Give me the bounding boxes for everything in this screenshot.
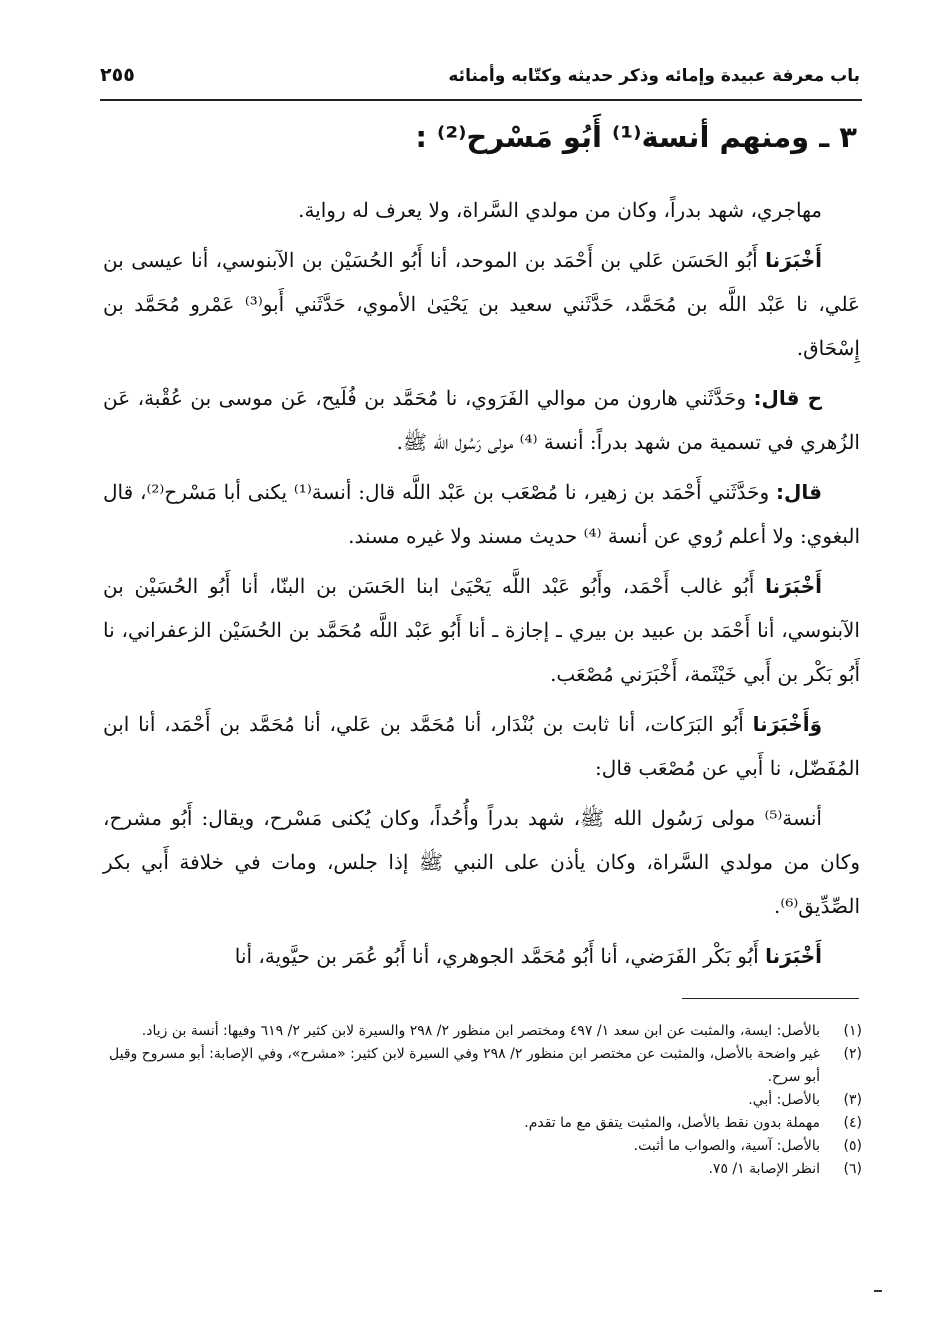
running-header [100,62,860,96]
paragraph [103,934,860,978]
paragraph-text: وحَدَّثَني هارون من موالي الفَرَوي، نا مُحَمَّد بن فُلَيح، عَن موسى بن عُقْبة، عَن الزُهري في تسمية من شهد بدراً: أنسة ⁽⁴⁾ مولى رَسُول الله ﷺ. [103,386,860,454]
paragraph-text: أَبُو البَرَكات، أنا ثابت بن بُنْدَار، أنا مُحَمَّد بن عَلي، أنا مُحَمَّد بن أَحْمَد، أنا ابن المُفَضّل، نا أَبي عن مُصْعَب قال: [103,712,860,780]
footnote-text: بالأصل: أبي. [748,1092,820,1108]
paragraph-text: أنسة⁽⁵⁾ مولى رَسُول الله ﷺ، شهد بدراً وأُحُداً، وكان يُكنى مَسْرح، ويقال: أَبُو مشرح، وكان من مولدي السَّراة، وكان يأذن على النبي ﷺ إذا جلس، ومات في خلافة أَبي بكر الصِّدِّيق⁽⁶⁾. [103,806,860,918]
footnote-number: (٣) [843,1092,862,1108]
paragraph [103,702,860,790]
main-text [103,188,860,984]
footnote [100,1043,862,1089]
paragraph-lead: قال: [776,480,822,504]
paragraph-lead: أَخْبَرَنا [765,944,822,968]
paragraph-lead: ح قال: [753,386,822,410]
paragraph [103,564,860,696]
paragraph-text: وحَدَّثَني أَحْمَد بن زهير، نا مُصْعَب بن عَبْد اللَّه قال: أنسة⁽¹⁾ يكنى أبا مَسْرح⁽²⁾، قال البغوي: ولا أعلم رُوي عن أنسة ⁽⁴⁾ حديث مسند ولا غيره مسند. [103,480,860,548]
footnote-number: (٢) [843,1046,862,1062]
header-divider [100,99,862,101]
entry-heading: ٣ ـ ومنهم أنسة⁽¹⁾ أَبُو مَسْرح⁽²⁾ : [415,120,857,154]
footnotes [100,1020,862,1181]
paragraph [103,470,860,558]
footnote [100,1158,862,1181]
footnote [100,1089,862,1112]
paragraph [103,376,860,464]
footnote [100,1020,862,1043]
paragraph [103,238,860,370]
paragraph-lead: أَخْبَرَنا [765,574,822,598]
footnote [100,1135,862,1158]
footnote [100,1112,862,1135]
footnote-text: مهملة بدون نقط بالأصل، والمثبت يتفق مع ما تقدم. [524,1115,820,1131]
footnote-number: (٤) [843,1115,862,1131]
page-mark [874,1290,882,1292]
page-number: ٢٥٥ [100,64,135,86]
paragraph-text: أَبُو الحَسَن عَلي بن أَحْمَد بن الموحد، أنا أَبُو الحُسَيْن بن الآبنوسي، أنا عيسى بن عَلي، نا عَبْد اللَّه بن مُحَمَّد، حَدَّثَني سعيد بن يَحْيَىٰ الأموي، حَدَّثَني أَبو⁽³⁾ عَمْرو مُحَمَّد بن إِسْحَاق. [103,248,860,360]
paragraph [103,188,860,232]
paragraph-text: أَبُو بَكْر الفَرَضي، أنا أَبُو مُحَمَّد الجوهري، أنا أَبُو عُمَر بن حيَّوية، أنا [234,944,766,968]
footnote-text: انظر الإصابة ١/ ٧٥. [708,1161,820,1177]
footnote-number: (٥) [843,1138,862,1154]
paragraph-lead: أَخْبَرَنا [765,248,823,272]
paragraph-lead: وَأَخْبَرَنا [752,712,822,736]
footnote-text: غير واضحة بالأصل، والمثبت عن مختصر ابن منظور ٢/ ٢٩٨ وفي السيرة لابن كثير: «مشرح»، وفي الإصابة: أبو مسروح وقيل أبو سرح. [109,1046,820,1085]
paragraph [103,796,860,928]
footnote-divider [682,998,859,999]
footnote-number: (٦) [843,1161,862,1177]
footnote-text: بالأصل: ايسة، والمثبت عن ابن سعد ١/ ٤٩٧ ومختصر ابن منظور ٢/ ٢٩٨ والسيرة لابن كثير ٢/ ٦١٩ وفيها: أنسة بن زياد. [141,1023,820,1039]
paragraph-text: أَبُو غالب أَحْمَد، وأَبُو عَبْد اللَّه يَحْيَىٰ ابنا الحَسَن بن البنّا، أنا أَبُو الحُسَيْن بن الآبنوسي، أنا أَحْمَد بن عبيد بن بيري ـ إجازة ـ أنا أَبُو عَبْد اللَّه مُحَمَّد بن الحُسَيْن الزعفراني، نا أَبُو بَكْر بن أَبي خَيْثَمة، أَخْبَرَني مُصْعَب. [103,574,860,686]
header-title: باب معرفة عبيدة وإمائه وذكر حديثه وكتّابه وأمنائه [448,66,860,86]
paragraph-text: مهاجري، شهد بدراً، وكان من مولدي السَّراة، ولا يعرف له رواية. [298,198,822,222]
footnote-text: بالأصل: آسية، والصواب ما أثبت. [633,1138,820,1154]
footnote-number: (١) [843,1023,862,1039]
